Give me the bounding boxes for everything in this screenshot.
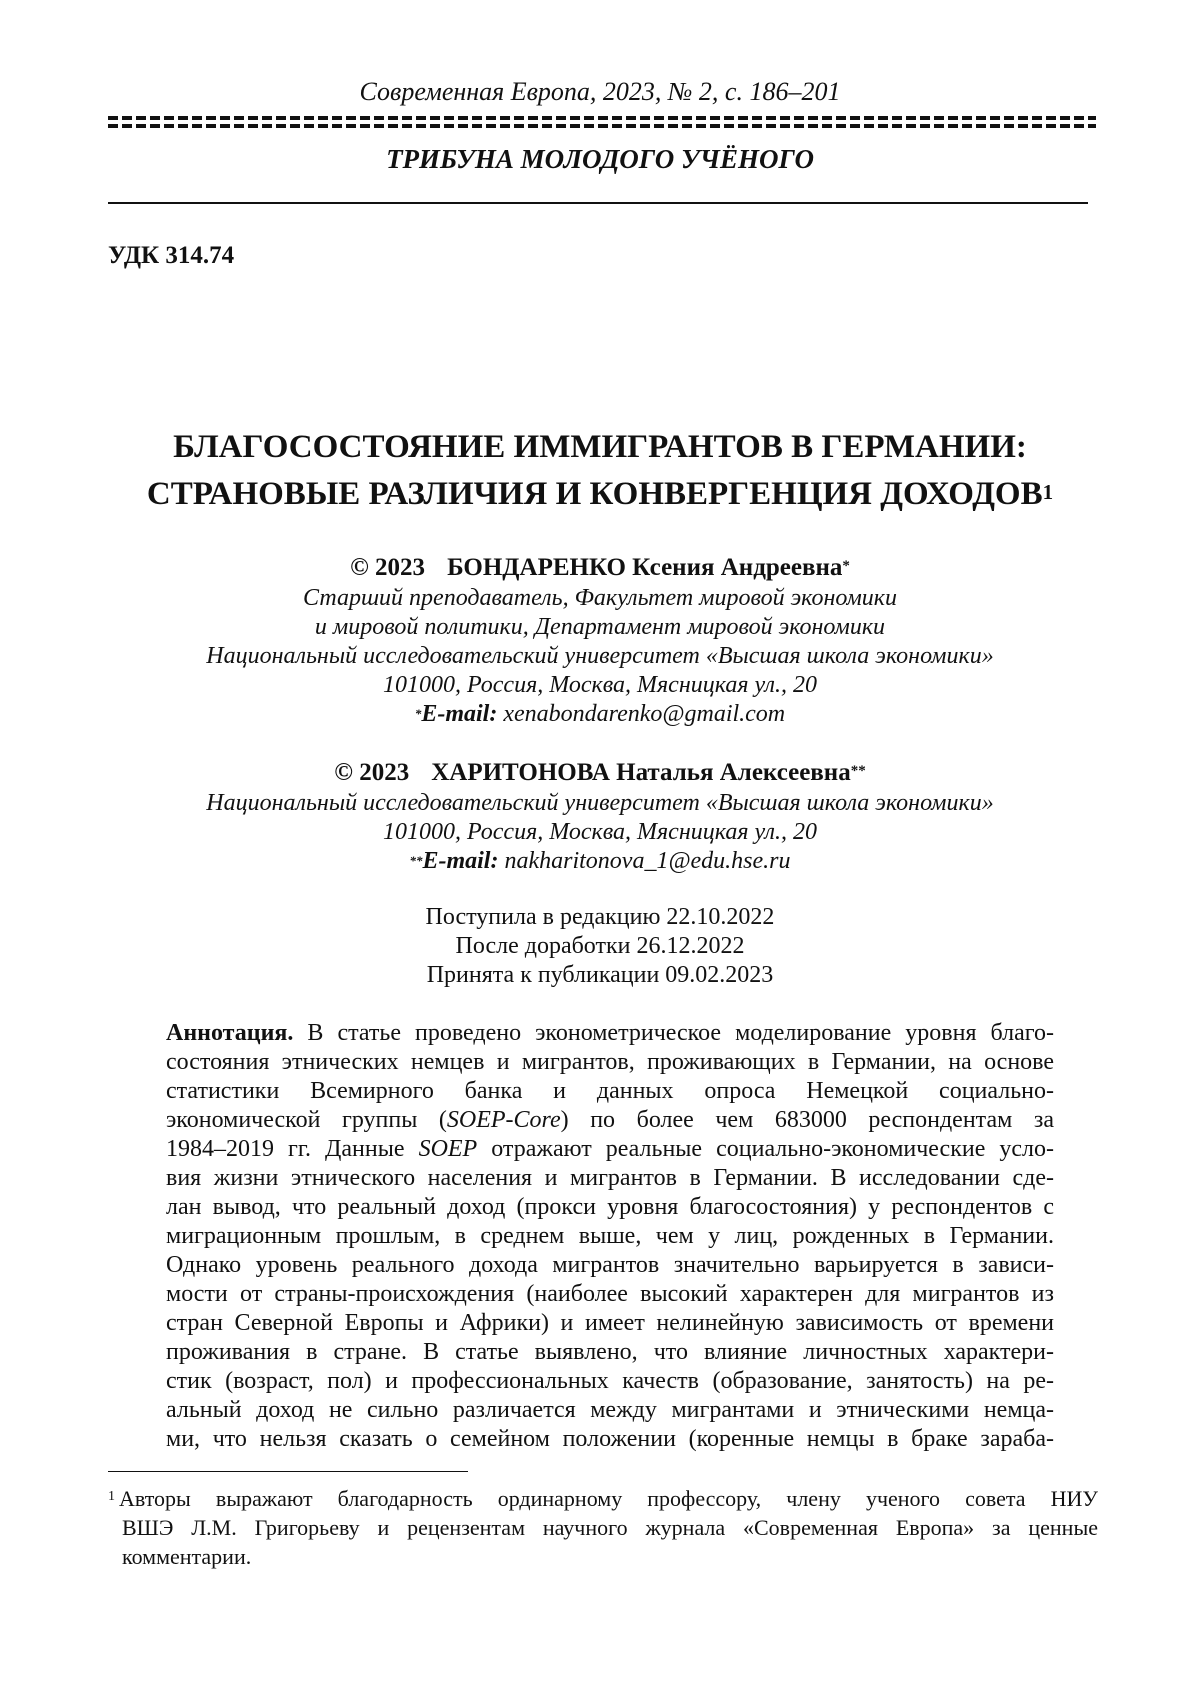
title-line-2-text: СТРАНОВЫЕ РАЗЛИЧИЯ И КОНВЕРГЕНЦИЯ ДОХОДОВ <box>146 476 1043 512</box>
submission-dates <box>0 903 1200 990</box>
abstract-line: статистики Всемирного банка и данных опроса Немецкой социально- <box>166 1078 1054 1104</box>
author-block-2 <box>0 757 1200 876</box>
author-1-mark: * <box>842 558 850 574</box>
author-1-email[interactable]: xenabondarenko@gmail.com <box>503 701 786 727</box>
author-2-email-label: E-mail: <box>422 848 499 874</box>
header-double-rule <box>108 116 1096 128</box>
author-1-heading <box>0 552 1200 584</box>
abstract-line: мости от страны-происхождения (наиболее высокий характерен для мигрантов из <box>166 1281 1054 1307</box>
abstract-text: экономической группы ( <box>166 1107 447 1133</box>
abstract-line: ми, что нельзя сказать о семейном положении (коренные немцы в браке зараба- <box>166 1426 1054 1452</box>
abstract-line <box>166 1135 1054 1164</box>
article-title <box>0 424 1200 518</box>
abstract-line: альный доход не сильно различается между мигрантами и этническими немца- <box>166 1397 1054 1423</box>
abstract-line: стран Северной Европы и Африки) и имеет нелинейную зависимость от времени <box>166 1310 1054 1336</box>
author-1-affiliation-2: и мировой политики, Департамент мировой экономики <box>314 614 886 640</box>
author-1-copyright: © 2023 <box>350 554 426 581</box>
author-1-email-line <box>0 700 1200 729</box>
abstract-line <box>166 1106 1054 1135</box>
footnote <box>108 1484 1098 1571</box>
author-1-address: 101000, Россия, Москва, Мясницкая ул., 20 <box>382 672 817 698</box>
title-footnote-mark: 1 <box>1042 480 1054 504</box>
author-1-email-mark: * <box>414 706 422 721</box>
footnote-line: комментарии. <box>122 1544 252 1569</box>
author-2-address: 101000, Россия, Москва, Мясницкая ул., 20 <box>382 819 817 845</box>
abstract-line: проживания в стране. В статье выявлено, что влияние личностных характери- <box>166 1339 1054 1365</box>
footnote-line <box>108 1484 1098 1513</box>
date-accepted: Принята к публикации 09.02.2023 <box>426 962 774 988</box>
footnote-text: Авторы выражают благодарность ординарному профессору, члену ученого совета НИУ <box>119 1486 1098 1511</box>
footnote-mark: 1 <box>108 1489 115 1504</box>
author-1-email-label: E-mail: <box>421 701 498 727</box>
author-2-heading <box>0 757 1200 789</box>
author-1-affiliation-3: Национальный исследовательский университет «Высшая школа экономики» <box>206 643 994 669</box>
abstract-line: миграционным прошлым, в среднем выше, чем у лиц, рожденных в Германии. <box>166 1223 1054 1249</box>
abstract <box>166 1019 1054 1454</box>
abstract-line: состояния этнических немцев и мигрантов, проживающих в Германии, на основе <box>166 1049 1054 1075</box>
author-2-name: ХАРИТОНОВА Наталья Алексеевна <box>431 759 851 786</box>
author-1-name: БОНДАРЕНКО Ксения Андреевна <box>447 554 843 581</box>
journal-citation: Современная Европа, 2023, № 2, с. 186–201 <box>359 77 841 106</box>
date-received: Поступила в редакцию 22.10.2022 <box>425 904 775 930</box>
author-block-1 <box>0 552 1200 729</box>
abstract-term-soep-core: SOEP-Core <box>446 1107 561 1133</box>
abstract-line: стик (возраст, пол) и профессиональных качеств (образование, занятость) на ре- <box>166 1368 1054 1394</box>
author-1-affiliation-1: Старший преподаватель, Факультет мировой экономики <box>302 585 898 611</box>
title-line-1: БЛАГОСОСТОЯНИЕ ИММИГРАНТОВ В ГЕРМАНИИ: <box>173 429 1027 465</box>
abstract-label: Аннотация. <box>166 1020 294 1046</box>
udk-code: УДК 314.74 <box>108 242 235 269</box>
footnote-separator <box>108 1471 468 1472</box>
author-2-email-line <box>0 847 1200 876</box>
section-heading: ТРИБУНА МОЛОДОГО УЧЁНОГО <box>386 144 814 174</box>
abstract-text: ) по более чем 683000 респондентам за <box>560 1107 1054 1133</box>
author-2-copyright: © 2023 <box>334 759 410 786</box>
author-2-affiliation-1: Национальный исследовательский университет «Высшая школа экономики» <box>206 790 994 816</box>
abstract-text: отражают реальные социально-экономические усло- <box>477 1136 1055 1162</box>
date-revised: После доработки 26.12.2022 <box>455 933 745 959</box>
author-2-mark: ** <box>850 763 866 779</box>
abstract-text: 1984–2019 гг. Данные <box>166 1136 419 1162</box>
author-2-email[interactable]: nakharitonova_1@edu.hse.ru <box>504 848 791 874</box>
abstract-line: вия жизни этнического населения и мигрантов в Германии. В исследовании сде- <box>166 1165 1054 1191</box>
title-line-2 <box>0 471 1200 518</box>
abstract-text: В статье проведено эконометрическое моделирование уровня благо- <box>293 1020 1054 1046</box>
footnote-line: ВШЭ Л.М. Григорьеву и рецензентам научного журнала «Современная Европа» за ценные <box>122 1515 1098 1540</box>
abstract-term-soep: SOEP <box>418 1136 478 1162</box>
abstract-line: лан вывод, что реальный доход (прокси уровня благосостояния) у респондентов с <box>166 1194 1054 1220</box>
abstract-line: Однако уровень реального дохода мигрантов значительно варьируется в зависи- <box>166 1252 1054 1278</box>
header-rule <box>108 202 1088 204</box>
abstract-line <box>166 1019 1054 1048</box>
author-2-email-mark: ** <box>409 853 423 868</box>
